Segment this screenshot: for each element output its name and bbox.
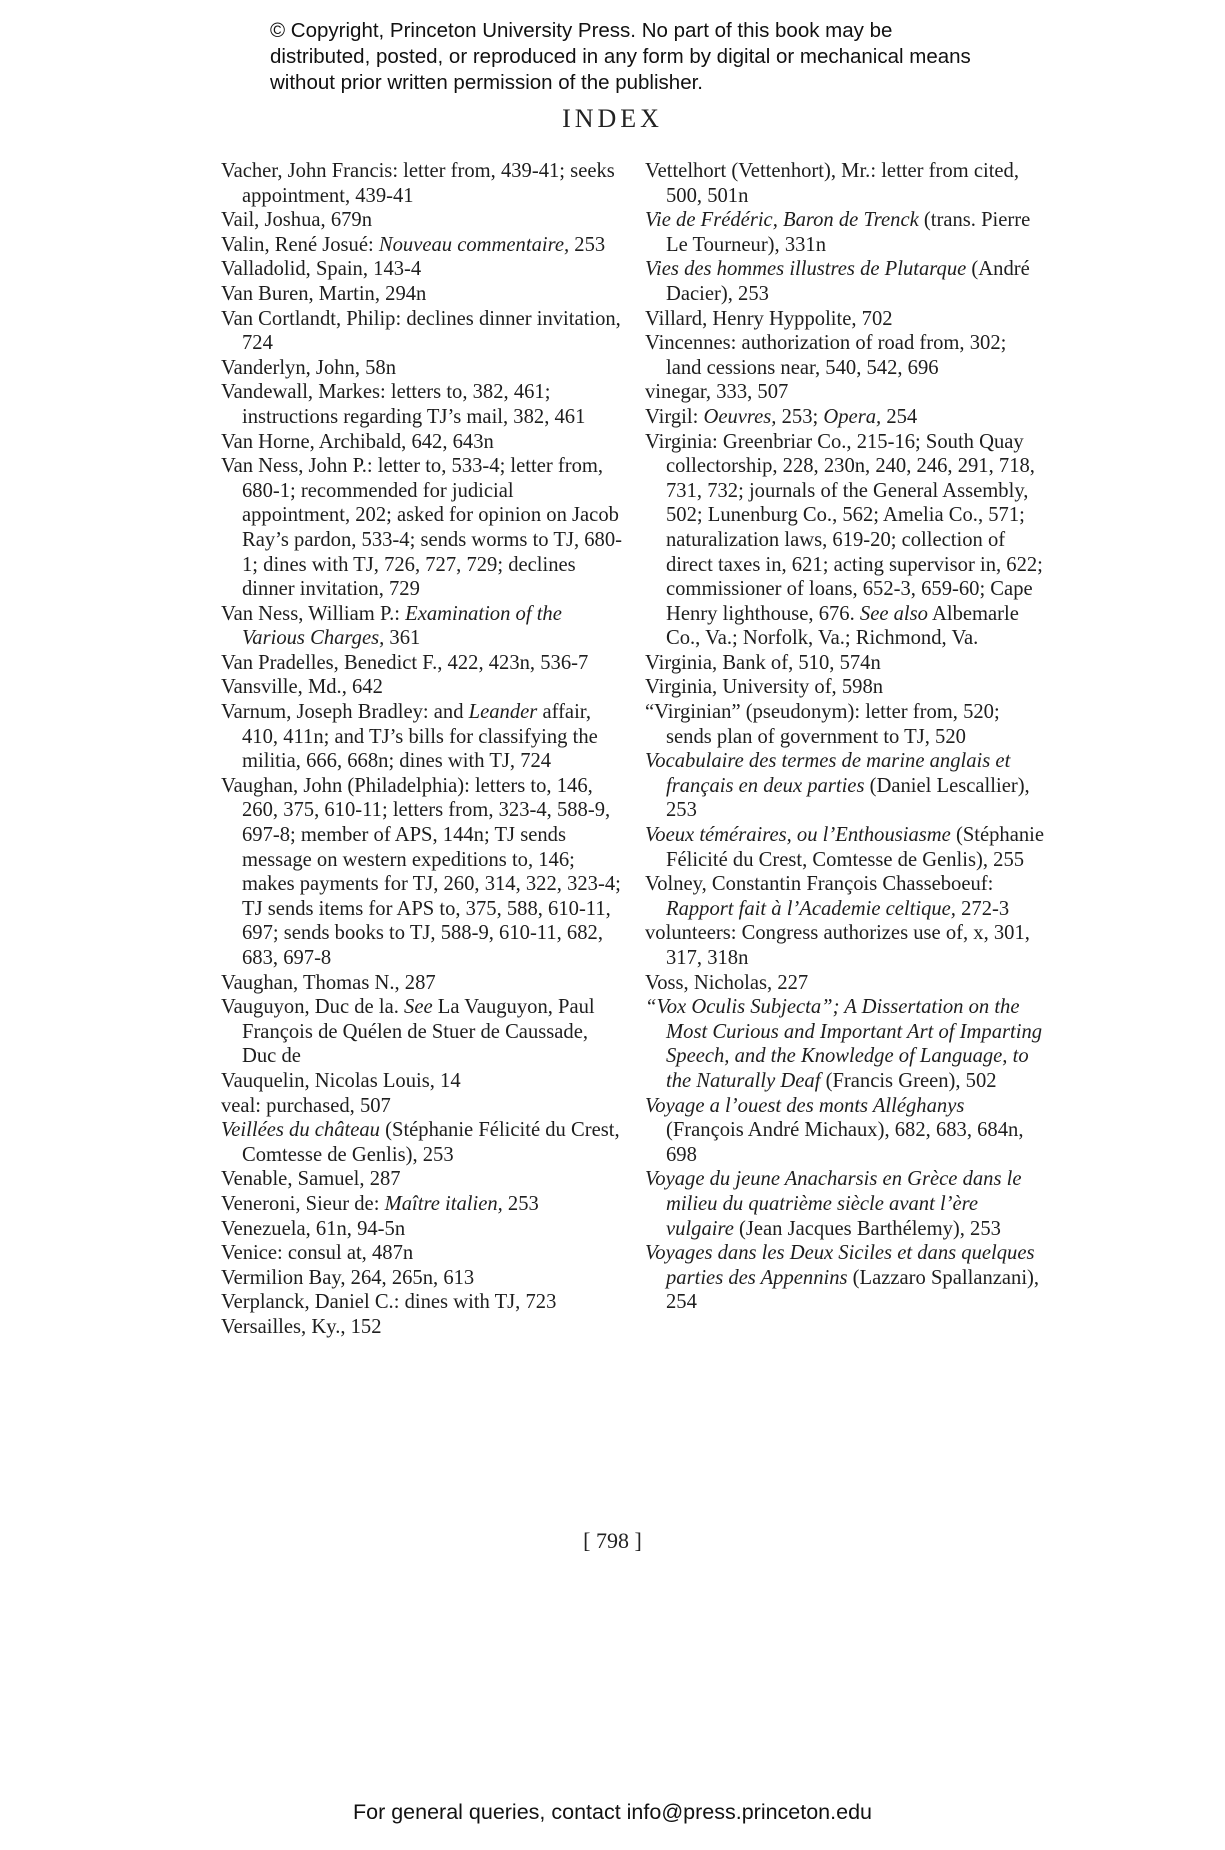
index-column-left [221, 159, 626, 1340]
index-entry-text: Vaughan, John (Philadelphia): letters to, 146, 260, 375, 610-11; letters from, 323-4, 588-9, 697-8; member of APS, 144n; TJ sends message on western expeditions to, 146; makes payments for TJ, 260, 314, 322, 323-4; TJ sends items for APS to, 375, 588, 610-11, 697; sends books to TJ, 588-9, 610-11, 682, 683, 697-8 [221, 774, 621, 969]
index-entry-text: 361 [384, 627, 421, 650]
index-entry [645, 651, 1045, 676]
index-entry [221, 307, 626, 356]
index-entry-text: (Lazzaro Spallanzani), 254 [666, 1266, 1040, 1314]
index-entry [645, 675, 1045, 700]
index-entry-text: (Stéphanie Félicité du Crest, Comtesse de Genlis), 253 [242, 1119, 620, 1166]
index-entry [645, 823, 1045, 872]
index-entry-text: Van Pradelles, Benedict F., 422, 423n, 536-7 [221, 651, 589, 674]
index-entry-text: 254 [881, 405, 918, 428]
index-entry-text: Vies des hommes illustres de Plutarque [645, 258, 967, 281]
index-entry-text: La Vauguyon, Paul François de Quélen de Stuer de Caussade, Duc de [242, 996, 595, 1068]
page-title: INDEX [562, 104, 663, 133]
footer-contact: For general queries, contact info@press.princeton.edu [352, 1800, 872, 1824]
index-entry-text: Maître italien, [384, 1192, 503, 1215]
index-entry [221, 380, 626, 429]
index-entry [221, 1118, 626, 1167]
index-entry-text: Vacher, John Francis: letter from, 439-41; seeks appointment, 439-41 [221, 160, 615, 207]
index-entry [645, 971, 1045, 996]
index-entry-text: (François André Michaux), 682, 683, 684n, 698 [666, 1119, 1024, 1166]
index-entry-text: Vauguyon, Duc de la. [221, 996, 405, 1019]
index-entry-text: Rapport fait à l’Academie celtique, [666, 897, 956, 920]
index-entry-text: Versailles, Ky., 152 [221, 1315, 382, 1338]
index-entry-text: (trans. Pierre Le Tourneur), 331n [666, 209, 1031, 256]
index-entry-text: Veillées du château [221, 1119, 380, 1142]
index-entry [645, 307, 1045, 332]
index-entry [221, 1290, 626, 1315]
index-entry-text: Virginia: Greenbriar Co., 215-16; South Quay collectorship, 228, 230n, 240, 246, 291, 718, 731, 732; journals of the General Assembly, 502; Lunenburg Co., 562; Amelia Co., 571; naturalization laws, 619-20; collection of direct taxes in, 621; acting supervisor in, 622; commissioner of loans, 652-3, 659-60; Cape Henry lighthouse, 676. [645, 430, 1043, 625]
index-entry [221, 233, 626, 258]
index-entry [221, 675, 626, 700]
index-entry-text: See [404, 996, 433, 1019]
index-entry-text: Valin, René Josué: [221, 233, 379, 256]
index-entry-text: affair, 410, 411n; and TJ’s bills for classifying the militia, 666, 668n; dines with TJ, 724 [242, 701, 598, 773]
index-entry [221, 454, 626, 602]
index-entry [221, 159, 626, 208]
index-entry [221, 602, 626, 651]
index-entry [645, 700, 1045, 749]
index-entry [221, 257, 626, 282]
index-entry-text: Vansville, Md., 642 [221, 676, 383, 699]
index-entry [645, 1167, 1045, 1241]
index-entry [221, 1069, 626, 1094]
index-entry-text: 253; [776, 405, 824, 428]
index-entry [645, 405, 1045, 430]
index-entry [221, 208, 626, 233]
index-entry-text: Voyages dans les Deux Siciles et dans quelques parties des Appennins [645, 1242, 1035, 1289]
index-entry [645, 159, 1045, 208]
index-entry-text: Voyage du jeune Anacharsis en Grèce dans le milieu du quatrième siècle avant l’ère vulgaire [645, 1168, 1022, 1240]
index-entry [221, 1315, 626, 1340]
index-entry-text: Vanderlyn, John, 58n [221, 356, 397, 379]
index-entry-text: (André Dacier), 253 [666, 258, 1030, 305]
index-entry-text: Vocabulaire des termes de marine anglais et français en deux parties [645, 750, 1011, 797]
index-entry [221, 700, 626, 774]
index-entry [645, 430, 1045, 651]
index-entry-text: Opera, [823, 405, 882, 428]
index-entry [221, 1167, 626, 1192]
index-entry-text: Leander [468, 701, 538, 724]
index-entry [645, 257, 1045, 306]
index-entry [645, 921, 1045, 970]
index-entry-text: Voeux téméraires, ou l’Enthousiasme [645, 824, 951, 847]
index-entry-text: Valladolid, Spain, 143-4 [221, 258, 422, 281]
index-entry-text: 272-3 [955, 897, 1010, 920]
index-entry [221, 995, 626, 1069]
index-entry-text: Villard, Henry Hyppolite, 702 [645, 307, 893, 330]
index-entry [221, 651, 626, 676]
index-entry-text: volunteers: Congress authorizes use of, x, 301, 317, 318n [645, 922, 1030, 969]
index-entry-text: “Virginian” (pseudonym): letter from, 520; sends plan of government to TJ, 520 [645, 701, 1000, 748]
index-entry-text: Virginia, Bank of, 510, 574n [645, 651, 881, 674]
index-entry-text: Van Ness, John P.: letter to, 533-4; letter from, 680-1; recommended for judicial appointment, 202; asked for opinion on Jacob Ray’s pardon, 533-4; sends worms to TJ, 680-1; dines with TJ, 726, 727, 729; declines dinner invitation, 729 [221, 455, 623, 601]
index-entry-text: Van Cortlandt, Philip: declines dinner invitation, 724 [221, 307, 621, 355]
index-entry [221, 774, 626, 971]
index-entry-text: Volney, Constantin François Chasseboeuf: [645, 873, 994, 896]
index-entry [221, 282, 626, 307]
index-entry-text: Vincennes: authorization of road from, 302; land cessions near, 540, 542, 696 [645, 332, 1007, 379]
index-entry [221, 1192, 626, 1217]
index-entry-text: Venice: consul at, 487n [221, 1242, 414, 1265]
index-entry-text: Van Ness, William P.: [221, 602, 406, 625]
index-entry-text: Vaughan, Thomas N., 287 [221, 971, 436, 994]
index-entry [221, 430, 626, 455]
index-entry-text: Nouveau commentaire, [378, 233, 570, 256]
index-entry [645, 1094, 1045, 1168]
index-column-right [645, 159, 1045, 1315]
index-entry-text: Vauquelin, Nicolas Louis, 14 [221, 1069, 461, 1092]
index-entry [645, 749, 1045, 823]
index-entry-text: “Vox Oculis Subjecta”; A Dissertation on the Most Curious and Important Art of Imparting Speech, and the Knowledge of Language, to the Naturally Deaf [645, 996, 1043, 1092]
page-number: [ 798 ] [583, 1528, 642, 1553]
index-entry-text: Vermilion Bay, 264, 265n, 613 [221, 1266, 475, 1289]
index-entry-text: Virginia, University of, 598n [645, 676, 884, 699]
index-entry-text: Oeuvres, [703, 405, 777, 428]
index-entry-text: Venable, Samuel, 287 [221, 1168, 401, 1191]
index-entry [645, 380, 1045, 405]
index-entry-text: Veneroni, Sieur de: [221, 1192, 385, 1215]
index-entry-text: Van Buren, Martin, 294n [221, 282, 427, 305]
index-entry-text: (Jean Jacques Barthélemy), 253 [733, 1217, 1001, 1240]
index-entry-text: Van Horne, Archibald, 642, 643n [221, 430, 494, 453]
index-entry [221, 1217, 626, 1242]
index-entry-text: 253 [502, 1192, 539, 1215]
index-entry [645, 995, 1045, 1093]
index-entry-text: Voyage a l’ouest des monts Alléghanys [645, 1094, 965, 1117]
index-entry [221, 971, 626, 996]
index-entry-text: Vandewall, Markes: letters to, 382, 461; instructions regarding TJ’s mail, 382, 461 [221, 381, 586, 428]
index-entry-text: See also [859, 602, 928, 625]
index-entry [645, 208, 1045, 257]
index-entry-text: Vail, Joshua, 679n [221, 209, 373, 232]
index-entry-text: veal: purchased, 507 [221, 1094, 391, 1117]
index-entry [221, 1241, 626, 1266]
index-entry [221, 1266, 626, 1291]
index-entry-text: Voss, Nicholas, 227 [645, 971, 809, 994]
index-entry-text: Vettelhort (Vettenhort), Mr.: letter from cited, 500, 501n [645, 160, 1020, 207]
index-entry-text: 253 [569, 233, 606, 256]
index-entry-text: Albemarle Co., Va.; Norfolk, Va.; Richmond, Va. [666, 602, 1019, 650]
index-entry-text: (Francis Green), 502 [820, 1069, 997, 1092]
index-entry-text: (Daniel Lescallier), 253 [666, 774, 1030, 822]
index-entry-text: Examination of the Various Charges, [242, 602, 562, 650]
copyright-notice: © Copyright, Princeton University Press. No part of this book may be distributed, posted, or reproduced in any form by digital or mechanical means without prior written permission of the publisher. [270, 19, 971, 94]
index-entry-text: Virgil: [645, 405, 704, 428]
index-entry-text: vinegar, 333, 507 [645, 381, 789, 404]
index-entry-text: Verplanck, Daniel C.: dines with TJ, 723 [221, 1291, 557, 1314]
index-entry [645, 331, 1045, 380]
index-entry-text: Vie de Frédéric, Baron de Trenck [645, 209, 919, 232]
index-entry [221, 356, 626, 381]
index-entry-text: Venezuela, 61n, 94-5n [221, 1217, 406, 1240]
index-entry-text: Varnum, Joseph Bradley: and [221, 701, 469, 724]
index-entry-text: (Stéphanie Félicité du Crest, Comtesse de Genlis), 255 [666, 824, 1045, 871]
index-entry [221, 1094, 626, 1119]
index-entry [645, 872, 1045, 921]
index-entry [645, 1241, 1045, 1315]
